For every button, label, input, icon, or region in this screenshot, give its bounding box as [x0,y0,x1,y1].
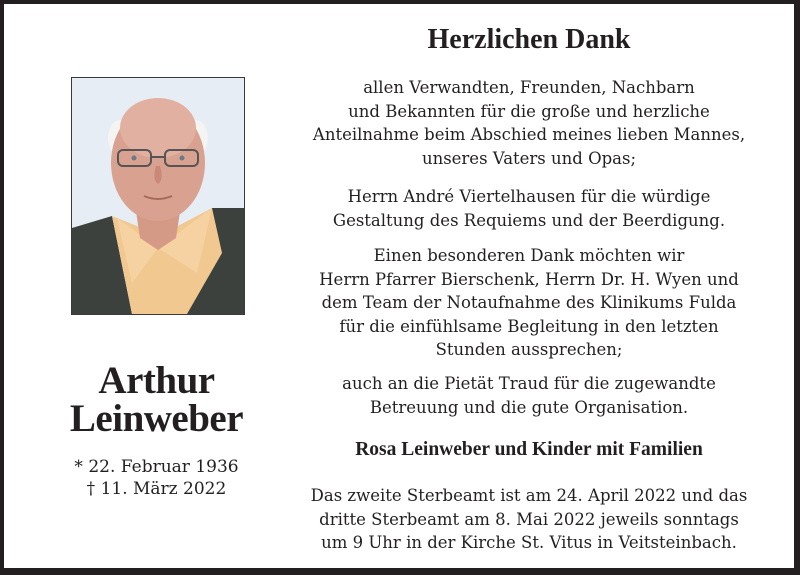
text-line: Anteilnahme beim Abschied meines lieben Mannes, [312,125,746,144]
paragraph-special-thanks [304,244,754,362]
paragraph-thanks-undertaker [304,372,754,419]
death-date: † 11. März 2022 [86,479,227,499]
text-line: Einen besonderen Dank möchten wir [373,246,685,265]
text-line: dem Team der Notaufnahme des Klinikums Fulda [321,293,737,312]
portrait-photo [71,77,245,315]
text-line: Gestaltung des Requiems und der Beerdigung. [332,210,726,230]
notice-title: Herzlichen Dank [427,24,631,55]
life-dates [44,456,269,500]
text-line: für die einfühlsame Begleitung in den letzten [339,316,719,336]
text-line: auch an die Pietät Traud für die zugewandte [342,374,716,393]
text-line: allen Verwandten, Freunden, Nachbarn [363,78,695,97]
text-line: Herrn André Viertelhausen für die würdige [347,187,711,206]
text-line: um 9 Uhr in der Kirche St. Vitus in Veitsteinbach. [321,533,737,552]
text-line: Stunden aussprechen; [435,340,623,359]
obituary-card [4,4,796,568]
text-line: Herrn Pfarrer Bierschenk, Herrn Dr. H. Wyen und [319,269,739,289]
text-line: unseres Vaters und Opas; [421,148,637,168]
portrait-image [72,78,244,314]
text-line: und Bekannten für die große und herzliche [348,101,710,121]
first-name: Arthur [98,359,215,402]
last-name: Leinweber [69,397,244,440]
text-line: Betreuung und die gute Organisation. [369,397,689,417]
text-line: dritte Sterbeamt am 8. Mai 2022 jeweils sonntags [319,509,739,529]
paragraph-thanks-funeral [304,185,754,232]
text-line: Das zweite Sterbeamt ist am 24. April 2022 und das [310,486,748,505]
deceased-name [44,359,269,440]
paragraph-thanks-relatives [304,76,754,170]
signature: Rosa Leinweber und Kinder mit Familien [355,439,703,460]
birth-date: * 22. Februar 1936 [74,457,239,477]
service-info [304,484,754,555]
